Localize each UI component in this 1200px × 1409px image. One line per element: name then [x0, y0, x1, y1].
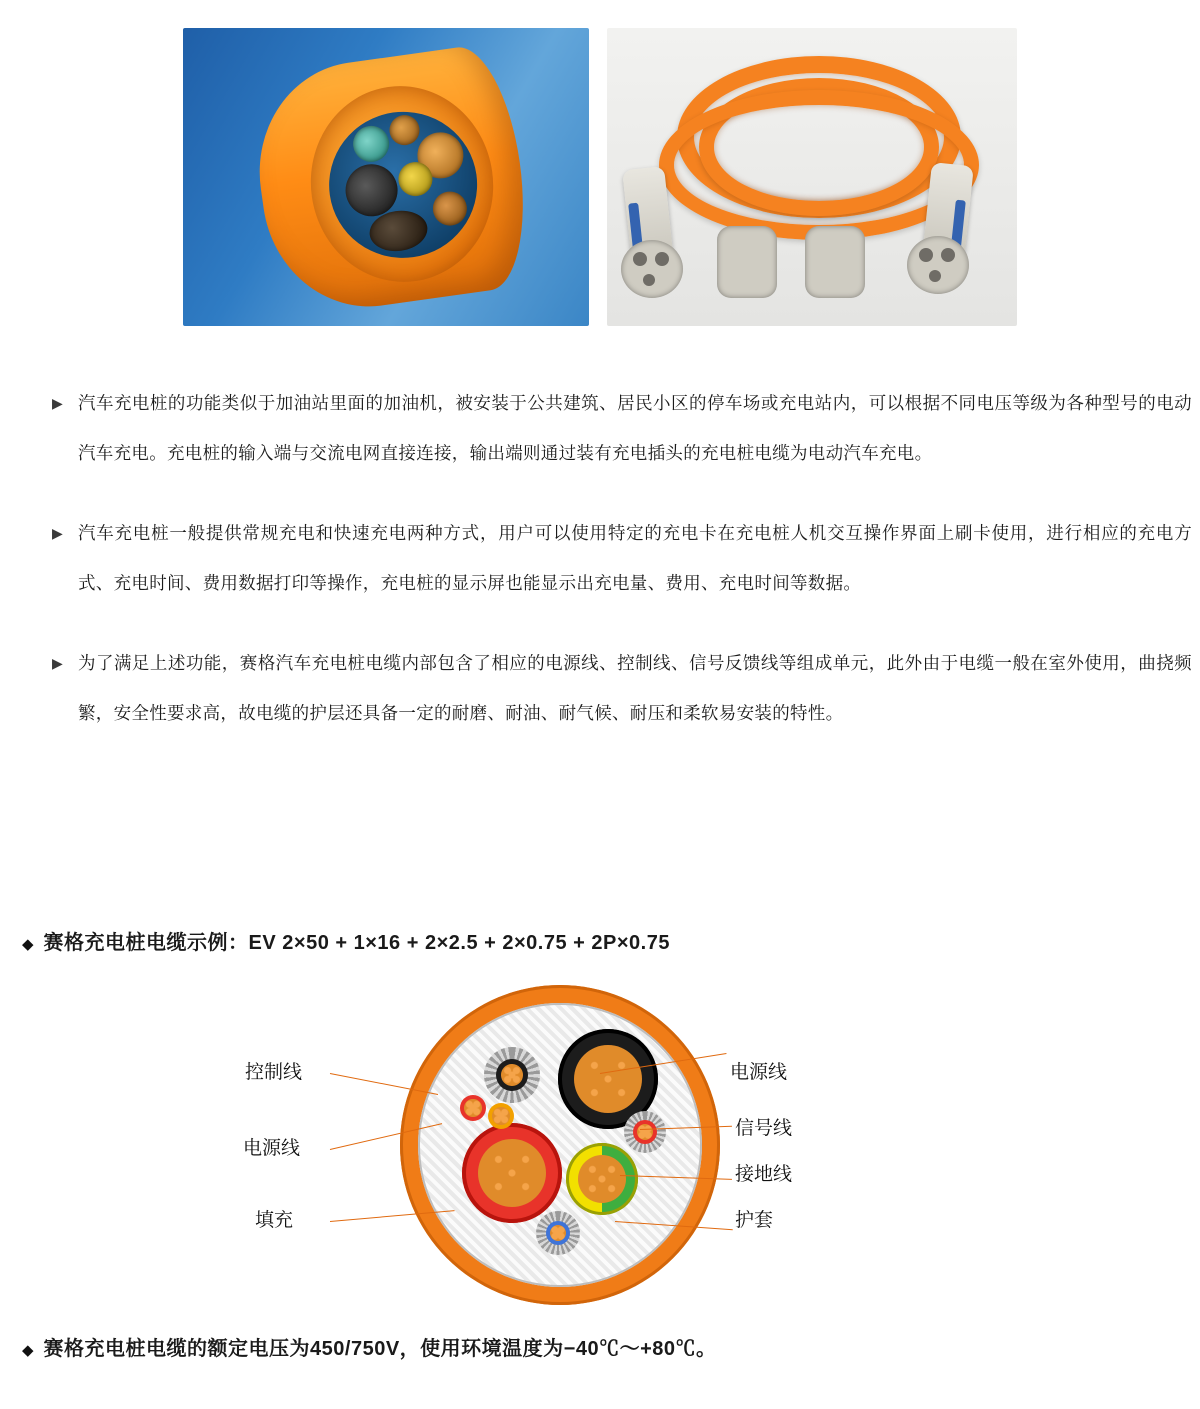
cable-example-heading — [22, 926, 670, 955]
unit-signal-shielded-bottom — [536, 1211, 580, 1255]
conductor-signal-core-bottom — [546, 1221, 570, 1245]
unit-signal-shielded — [624, 1111, 666, 1153]
wire-copper-mid — [431, 189, 469, 227]
conductor-control-small-orange — [488, 1103, 514, 1129]
diagram-label-earth-line: 接地线 — [735, 1164, 793, 1185]
rating-heading-text: 赛格充电桩电缆的额定电压为450/750V，使用环境温度为−40℃～+80℃。 — [43, 1338, 717, 1360]
bullet-marker-icon: ▶ — [52, 395, 63, 411]
bullet-marker-icon: ▶ — [52, 525, 63, 541]
connector-pin — [929, 270, 941, 282]
bullet-item — [52, 638, 1192, 738]
bullet-item — [52, 508, 1192, 608]
cable-core-shape — [320, 102, 487, 267]
bullet-marker-icon: ▶ — [52, 655, 63, 671]
connector-pin — [919, 248, 933, 262]
diagram-label-power-line-left: 电源线 — [243, 1138, 301, 1159]
conductor-control-small-red — [460, 1095, 486, 1121]
diagram-sheath — [400, 985, 720, 1305]
diagram-filler — [418, 1003, 702, 1287]
connector-pin — [633, 252, 647, 266]
conductor-earth-green-yellow — [566, 1143, 638, 1215]
cable-cross-section-diagram — [0, 985, 1200, 1305]
conductor-control-core — [496, 1059, 528, 1091]
wire-teal — [351, 124, 392, 165]
photo-row — [183, 28, 1017, 326]
connector-pin — [655, 252, 669, 266]
charging-cable-cross-section-photo — [183, 28, 589, 326]
diagram-label-sheath: 护套 — [735, 1210, 774, 1231]
ferrule-right — [805, 226, 865, 298]
rating-heading — [22, 1332, 717, 1361]
conductor-power-red — [462, 1123, 562, 1223]
charging-cable-with-connectors-photo — [607, 28, 1017, 326]
diagram-label-signal-line: 信号线 — [735, 1118, 793, 1139]
bullet-list — [52, 378, 1192, 768]
bullet-text: 汽车充电桩的功能类似于加油站里面的加油机，被安装于公共建筑、居民小区的停车场或充电站内，可以根据不同电压等级为各种型号的电动汽车充电。充电桩的输入端与交流电网直接连接，输出端则通过装有充电插头的充电桩电缆为电动汽车充电。 — [78, 393, 1192, 463]
bullet-item — [52, 378, 1192, 478]
cable-example-heading-text: 赛格充电桩电缆示例：EV 2×50 + 1×16 + 2×2.5 + 2×0.75 + 2P×0.75 — [43, 932, 670, 954]
diamond-icon: ◆ — [22, 936, 34, 953]
connector-right-face — [907, 236, 969, 294]
conductor-signal-core — [633, 1120, 657, 1144]
ferrule-left — [717, 226, 777, 298]
wire-copper-small — [388, 113, 422, 147]
bullet-text: 为了满足上述功能，赛格汽车充电桩电缆内部包含了相应的电源线、控制线、信号反馈线等组成单元，此外由于电缆一般在室外使用，曲挠频繁，安全性要求高，故电缆的护层还具备一定的耐磨、耐油、耐气候、耐压和柔软易安装的特性。 — [78, 653, 1192, 723]
diamond-icon: ◆ — [22, 1342, 34, 1359]
connector-pin — [643, 274, 655, 286]
diagram-label-control-line: 控制线 — [245, 1062, 303, 1083]
connector-pin — [941, 248, 955, 262]
unit-control-shielded — [484, 1047, 540, 1103]
connector-left-face — [621, 240, 683, 298]
bullet-text: 汽车充电桩一般提供常规充电和快速充电两种方式，用户可以使用特定的充电卡在充电桩人机交互操作界面上刷卡使用，进行相应的充电方式、充电时间、费用数据打印等操作，充电桩的显示屏也能显示出充电量、费用、充电时间等数据。 — [78, 523, 1192, 593]
diagram-label-filler: 填充 — [255, 1210, 294, 1231]
diagram-label-power-line-right: 电源线 — [730, 1062, 788, 1083]
